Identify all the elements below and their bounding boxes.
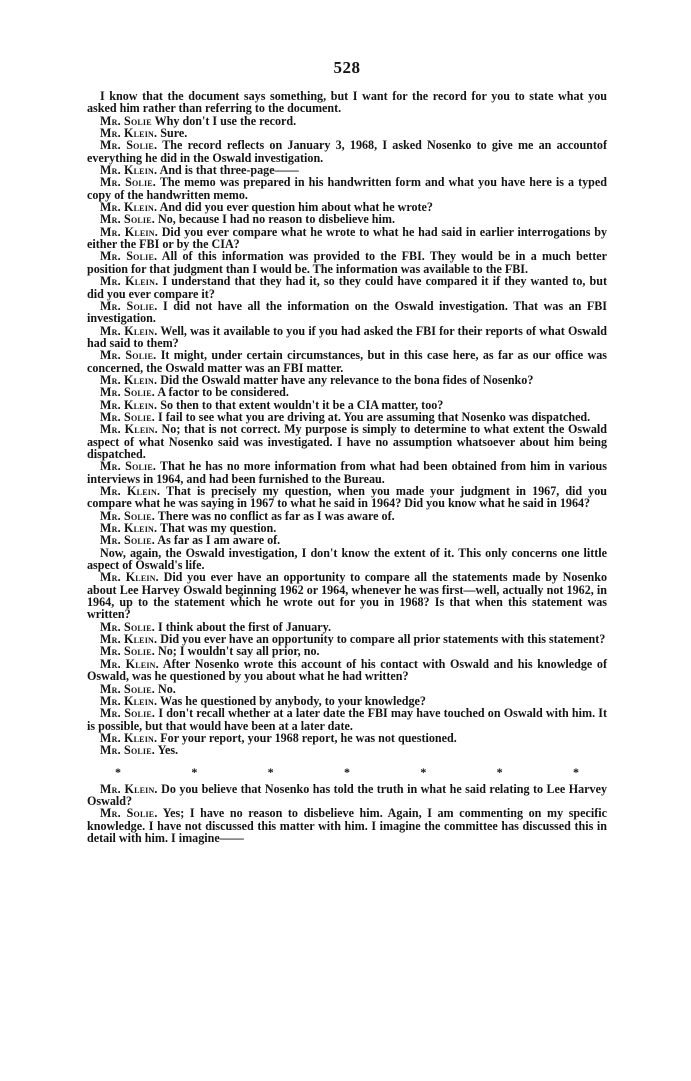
paragraph-text: Do you believe that Nosenko has told the truth in what he said relating to Lee Harvey Oswald? [87,781,607,808]
speaker-name: Mr. Solie [100,113,152,128]
paragraph-text: I understand that they had it, so they could have compared it if they wanted to, but did you ever compare it? [87,274,607,301]
speaker-name: Mr. Klein. [100,274,159,289]
speaker-name: Mr. Solie. [100,249,158,264]
paragraph-text: Sure. [157,126,188,141]
transcript-paragraph [87,807,607,844]
paragraph-text: That he has no more information from what had been obtained from him in various interviews in 1964, and had been furnished to the Bureau. [87,459,607,486]
paragraph-text: No; that is not correct. My purpose is simply to determine to what extent the Oswald aspect of what Nosenko said was investigated. I have no assumption whatsoever about him being dispatched. [87,422,608,461]
transcript-paragraph [87,423,607,460]
speaker-name: Mr. Solie. [100,743,155,758]
transcript-paragraph [87,485,607,510]
paragraph-text: As far as I am aware of. [155,533,281,548]
paragraph-text: No, because I had no reason to disbelieve him. [155,212,395,227]
separator-asterisk: * [343,764,350,779]
transcript-paragraph [87,139,607,164]
paragraph-text: I fail to see what you are driving at. You are assuming that Nosenko was dispatched. [155,409,591,424]
transcript-paragraph [87,176,607,201]
separator-asterisk: * [496,764,503,779]
paragraph-text: Did the Oswald matter have any relevance to the bona fides of Nosenko? [157,372,534,387]
speaker-name: Mr. Solie. [100,644,155,659]
transcript-body-continued [87,783,607,845]
paragraph-text: And did you ever question him about what he wrote? [157,200,433,215]
paragraph-text: So then to that extent wouldn't it be a CIA matter, too? [157,397,444,412]
transcript-paragraph [87,460,607,485]
transcript-paragraph [87,744,607,756]
transcript-paragraph [87,275,607,300]
speaker-name: Mr. Solie. [100,706,156,721]
paragraph-text: There was no conflict as far as I was aware of. [155,508,395,523]
transcript-paragraph [87,90,607,115]
transcript-paragraph [87,783,607,808]
speaker-name: Mr. Solie. [100,298,158,313]
transcript-paragraph [87,300,607,325]
speaker-name: Mr. Solie. [100,409,155,424]
paragraph-text: Yes. [155,743,179,758]
speaker-name: Mr. Klein. [100,570,159,585]
speaker-name: Mr. Klein. [100,126,158,141]
section-separator [87,757,607,783]
speaker-name: Mr. Klein. [100,730,158,745]
page-number: 528 [333,58,361,77]
paragraph-text: That was my question. [157,521,277,536]
paragraph-text: It might, under certain circumstances, but in this case here, as far as our office was concerned, the Oswald matter was an FBI matter. [87,348,608,375]
transcript-paragraph [87,226,607,251]
speaker-name: Mr. Solie. [100,533,155,548]
transcript-paragraph [87,571,607,620]
speaker-name: Mr. Solie. [100,138,158,153]
speaker-name: Mr. Klein. [100,521,158,536]
speaker-name: Mr. Klein. [100,224,158,239]
separator-asterisk: * [115,764,121,779]
speaker-name: Mr. Solie. [100,385,155,400]
speaker-name: Mr. Solie. [100,212,155,227]
paragraph-text: No. [155,681,176,696]
transcript-body [87,90,607,757]
separator-asterisk: * [267,764,274,779]
paragraph-text: Yes; I have no reason to disbelieve him. Again, I am commenting on my specific knowledge. I have not discussed this matter with him. I imagine the committee has discussed this in detail with him. I imagine—— [87,806,608,845]
speaker-name: Mr. Klein. [100,163,158,178]
separator-asterisk: * [572,764,579,779]
paragraph-text: After Nosenko wrote this account of his contact with Oswald and his knowledge of Oswald, was he questioned by you about what he had written? [87,656,608,684]
paragraph-text: I know that the document says something, but I want for the record for you to state what you asked him rather than referring to the document. [87,89,607,116]
paragraph-text: And is that three-page—— [157,163,299,178]
paragraph-text: Now, again, the Oswald investigation, I don't know the extent of it. This only concerns one little aspect of Oswald's life. [87,545,607,573]
paragraph-text: Did you ever have an opportunity to compare all the statements made by Nosenko about Lee Harvey Oswald beginning 1962 or 1964, whenever he was first—well, actually not 1962, in 1964, up to the statement which he wrote out for you in 1968? Is that when this statement was written? [87,570,607,622]
speaker-name: Mr. Klein. [100,323,158,338]
paragraph-text: Did you ever have an opportunity to compare all prior statements with this statement? [157,632,606,647]
transcript-paragraph [87,547,607,572]
transcript-paragraph [87,349,607,374]
speaker-name: Mr. Klein. [100,781,158,796]
speaker-name: Mr. Klein. [100,484,161,498]
transcript-paragraph [87,325,607,350]
speaker-name: Mr. Klein. [100,422,158,437]
separator-asterisk: * [191,764,198,779]
speaker-name: Mr. Klein. [100,693,158,708]
paragraph-text: Well, was it available to you if you had asked the FBI for their reports of what Oswald had said to them? [87,323,608,350]
transcript-paragraph [87,250,607,275]
paragraph-text: That is precisely my question, when you made your judgment in 1967, did you compare what he was saying in 1967 to what he said in 1964? Did you know what he said in 1964? [87,484,607,511]
speaker-name: Mr. Klein. [100,372,158,387]
paragraph-text: Was he questioned by anybody, to your knowledge? [157,693,426,708]
transcript-paragraph [87,707,607,732]
paragraph-text: Why don't I use the record. [151,113,297,128]
speaker-name: Mr. Solie. [100,175,157,190]
paragraph-text: For your report, your 1968 report, he was not questioned. [157,730,457,745]
speaker-name: Mr. Solie. [100,806,158,821]
speaker-name: Mr. Klein. [100,200,158,215]
speaker-name: Mr. Solie. [100,508,155,523]
speaker-name: Mr. Klein. [100,632,158,647]
paragraph-text: A factor to be considered. [155,385,289,400]
paragraph-text: No; I wouldn't say all prior, no. [155,644,320,659]
speaker-name: Mr. Solie. [100,619,155,634]
paragraph-text: I did not have all the information on the Oswald investigation. That was an FBI investigation. [87,298,608,326]
paragraph-text: The memo was prepared in his handwritten form and what you have here is a typed copy of the handwritten memo. [87,175,607,202]
paragraph-text: All of this information was provided to the FBI. They would be in a much better position for that judgment than I would be. The information was available to the FBI. [87,249,608,276]
transcript-paragraph [87,658,607,683]
speaker-name: Mr. Solie. [100,348,157,363]
speaker-name: Mr. Solie. [100,681,155,696]
paragraph-text: I think about the first of January. [155,619,332,634]
speaker-name: Mr. Klein. [100,656,159,671]
paragraph-text: The record reflects on January 3, 1968, I asked Nosenko to give me an accountof everything he did in the Oswald investigation. [87,138,607,165]
paragraph-text: Did you ever compare what he wrote to what he had said in earlier interrogations by either the FBI or by the CIA? [87,224,607,252]
speaker-name: Mr. Klein. [100,397,158,412]
paragraph-text: I don't recall whether at a later date the FBI may have touched on Oswald with him. It is possible, but that would have been at a later date. [87,706,607,733]
speaker-name: Mr. Solie. [100,459,157,474]
separator-asterisk: * [420,764,427,779]
document-page [87,58,607,844]
